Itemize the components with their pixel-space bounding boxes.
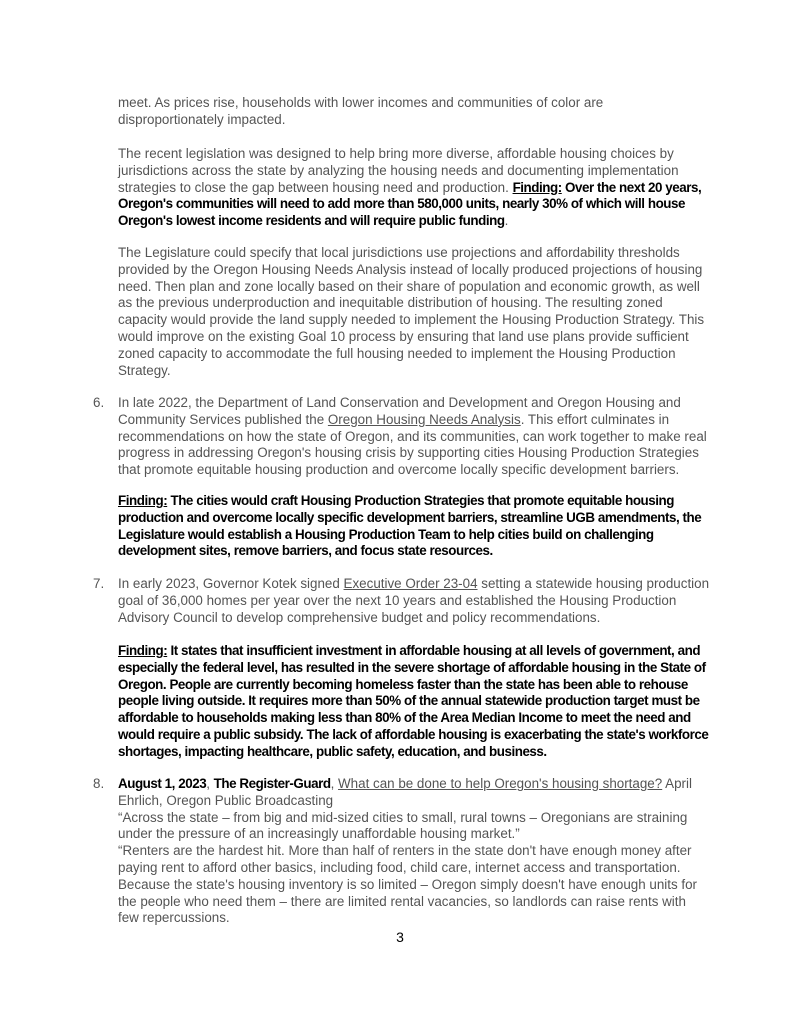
article-author: April Ehrlich, Oregon Public Broadcasting	[118, 776, 692, 808]
executive-order-link[interactable]: Executive Order 23-04	[343, 576, 478, 591]
item6-text-after: . This effort culminates in recommendations on how the state of Oregon, and its communities, can work together to make real progress in addressing Oregon's housing crisis by supporting cities Housing Production Strategies that promote equitable housing production and overcome locally specific development barriers.	[118, 411, 707, 478]
item7-paragraph	[118, 576, 710, 626]
finding-label: Finding:	[118, 493, 168, 508]
finding-text: It states that insufficient investment in affordable housing at all levels of government, and especially the federal level, has resulted in the severe shortage of affordable housing in the State of Oregon. People are currently becoming homeless faster than the state has been able to rehouse people living outside. It requires more than 50% of the annual statewide production target must be affordable to households making less than 80% of the Area Median Income to meet the need and would require a public subsidy. The lack of affordable housing is exacerbating the state's workforce shortages, impacting healthcare, public safety, education, and business.	[118, 643, 709, 759]
paragraph-meet	[118, 95, 710, 129]
item6-finding	[118, 493, 710, 560]
item7-finding	[118, 643, 710, 761]
article-link[interactable]: What can be done to help Oregon's housing shortage?	[338, 776, 663, 791]
article-source: The Register-Guard	[213, 776, 331, 791]
quote-2: “Renters are the hardest hit. More than half of renters in the state don't have enough money after paying rent to afford other basics, including food, child care, internet access and transportation. Because the state's housing inventory is so limited – Oregon simply doesn't have enough units for the people who need them – there are limited rental vacancies, so landlords can raise rents with few repercussions.	[118, 843, 698, 926]
paragraph-recent-legislation	[118, 146, 710, 230]
item6-text-before: In late 2022, the Department of Land Conservation and Development and Oregon Housing and Community Services published the	[118, 395, 681, 427]
finding-text: The cities would craft Housing Production Strategies that promote equitable housing production and overcome locally specific development barriers, streamline UGB amendments, the Legislature would establish a Housing Production Team to help cities build on challenging development sites, remove barriers, and focus state resources.	[118, 493, 702, 559]
item7-text-after: setting a statewide housing production goal of 36,000 homes per year over the next 10 years and established the Housing Production Advisory Council to develop comprehensive budget and policy recommendations.	[118, 576, 710, 625]
finding-text: Over the next 20 years, Oregon's communities will need to add more than 580,000 units, nearly 30% of which will house Oregon's lowest income residents and will require public funding	[118, 179, 702, 229]
page-number: 3	[396, 929, 404, 945]
separator: ,	[206, 776, 214, 791]
finding-label: Finding:	[512, 179, 562, 195]
item6-paragraph	[118, 395, 710, 479]
item8-paragraph	[118, 776, 710, 927]
finding-label: Finding:	[118, 643, 168, 658]
article-date: August 1, 2023	[118, 776, 207, 791]
oregon-housing-needs-analysis-link[interactable]: Oregon Housing Needs Analysis	[327, 411, 521, 427]
quote-1: “Across the state – from big and mid-sized cities to small, rural towns – Oregonians are straining under the pressure of an increasingly unaffordable housing market.”	[118, 809, 688, 842]
separator: ,	[330, 776, 339, 791]
list-number: 8.	[93, 776, 105, 791]
item7-text-before: In early 2023, Governor Kotek signed	[118, 576, 344, 591]
paragraph-legislation-text: The recent legislation was designed to help bring more diverse, affordable housing choices by jurisdictions across the state by analyzing the housing needs and documenting implementation strategies to close the gap between housing need and production.	[118, 146, 679, 195]
paragraph-legislature	[118, 245, 710, 379]
list-number: 6.	[93, 395, 105, 410]
paragraph-meet-text: meet. As prices rise, households with lower incomes and communities of color are disproportionately impacted.	[118, 95, 604, 127]
list-number: 7.	[93, 576, 105, 591]
finding-end: .	[504, 213, 509, 229]
paragraph-legislature-text: The Legislature could specify that local jurisdictions use projections and affordability thresholds provided by the Oregon Housing Needs Analysis instead of locally produced projections of housing need. Then plan and zone locally based on their share of population and economic growth, as well as the previous underproduction and inequitable distribution of housing. The resulting zoned capacity would provide the land supply needed to implement the Housing Production Strategy. This would improve on the existing Goal 10 process by ensuring that land use plans provide sufficient zoned capacity to accommodate the full housing needed to implement the Housing Production Strategy.	[118, 245, 705, 378]
